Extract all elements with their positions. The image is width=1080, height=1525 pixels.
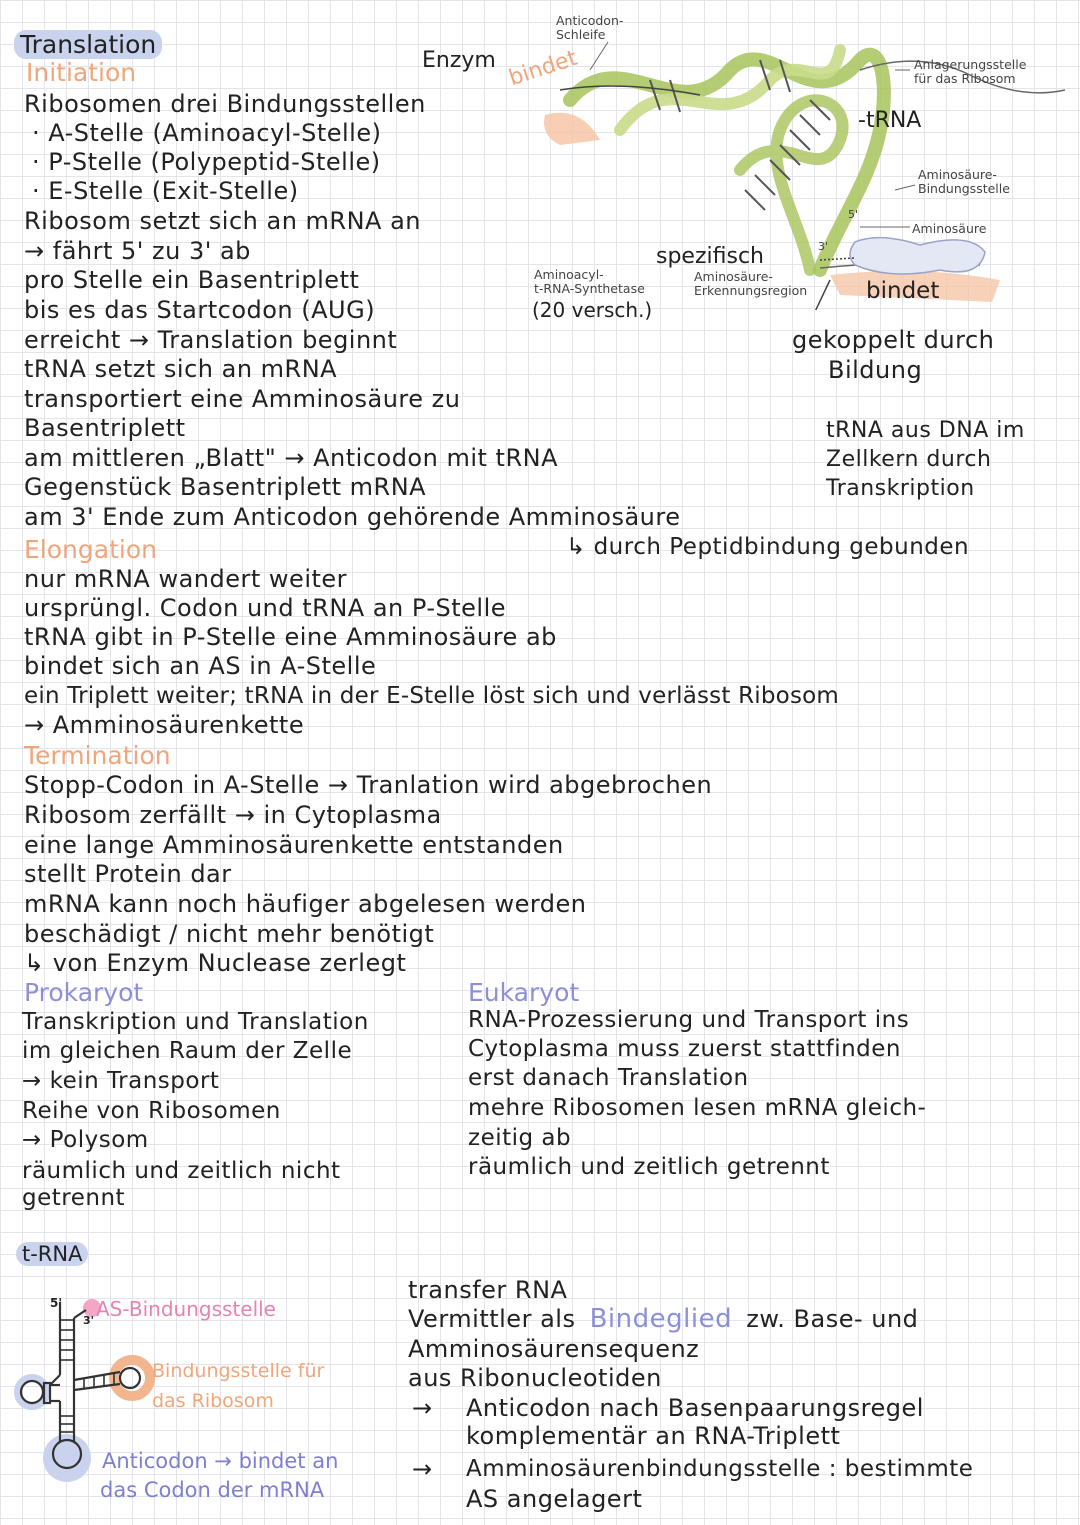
trna-dna-line: Transkription <box>826 476 975 501</box>
text-line: · E-Stelle (Exit-Stelle) <box>32 177 299 205</box>
text-line: → Polysom <box>22 1127 149 1153</box>
label-spezifisch: spezifisch <box>656 244 764 269</box>
text-line: Ribosom setzt sich an mRNA an <box>24 207 421 235</box>
label-anticodon-schleife: Anticodon- Schleife <box>556 13 624 42</box>
label-bildung: Bildung <box>828 356 923 384</box>
arrow-2: → <box>412 1455 433 1483</box>
label-ribosome-site: das Ribosom <box>152 1390 274 1412</box>
text-line: räumlich und zeitlich getrennt <box>468 1154 830 1180</box>
trna-dna-line: tRNA aus DNA im <box>826 418 1025 443</box>
text-line: komplementär an RNA-Triplett <box>466 1422 841 1450</box>
label-anlagerungsstelle: Anlagerungsstelle für das Ribosom <box>914 57 1027 86</box>
text-line: Basentriplett <box>24 414 186 442</box>
section-header-prokaryot: Prokaryot <box>24 978 144 1007</box>
label-as-bindungsstelle: Aminosäure- Bindungsstelle <box>918 167 1010 196</box>
text-line: mRNA kann noch häufiger abgelesen werden <box>24 890 587 918</box>
text-line: räumlich und zeitlich nicht <box>22 1158 341 1184</box>
text-line: am mittleren „Blatt" → Anticodon mit tRNA <box>24 444 558 472</box>
label-bindet-2: bindet <box>866 278 940 304</box>
text-line: erreicht → Translation beginnt <box>24 326 398 354</box>
text-line: → Amminosäurenkette <box>24 711 305 739</box>
text-line: → fährt 5' zu 3' ab <box>24 237 251 265</box>
label-versch: (20 versch.) <box>532 298 653 322</box>
text-line: erst danach Translation <box>468 1065 749 1091</box>
text-line: eine lange Amminosäurenkette entstanden <box>24 831 564 859</box>
label-three-prime: 3' <box>818 240 829 253</box>
text-line: tRNA setzt sich an mRNA <box>24 355 338 383</box>
trna-five-prime: 5' <box>50 1296 63 1310</box>
label-aminosaeure: Aminosäure <box>912 221 987 236</box>
label-bindet-1: bindet <box>505 45 581 92</box>
label-anticodon: das Codon der mRNA <box>100 1478 325 1502</box>
section-header-elongation: Elongation <box>24 535 157 564</box>
text-line: aus Ribonucleotiden <box>408 1364 662 1392</box>
text-line: transfer RNA <box>408 1276 568 1304</box>
text-line: transportiert eine Amminosäure zu <box>24 385 461 413</box>
text-line: RNA-Prozessierung und Transport ins <box>468 1007 910 1033</box>
text-line: Amminosäurenbindungsstelle : bestimmte <box>466 1456 974 1482</box>
text-line: mehre Ribosomen lesen mRNA gleich- <box>468 1095 927 1121</box>
label-anticodon: Anticodon → bindet an <box>102 1449 339 1473</box>
section-header-termination: Termination <box>24 741 171 770</box>
section-header-translation: Translation <box>14 30 162 59</box>
text-line: Stopp-Codon in A-Stelle → Tranlation wird abgebrochen <box>24 771 713 799</box>
text-line: nur mRNA wandert weiter <box>24 565 348 593</box>
text-line: zeitig ab <box>468 1125 572 1151</box>
trna-three-prime: 3' <box>83 1314 95 1327</box>
text-part: Vermittler als <box>408 1305 576 1333</box>
section-header-initiation: Initiation <box>26 58 137 87</box>
text-line: im gleichen Raum der Zelle <box>22 1038 353 1064</box>
text-line: AS angelagert <box>466 1485 643 1513</box>
text-line: Gegenstück Basentriplett mRNA <box>24 473 427 501</box>
text-line: stellt Protein dar <box>24 860 232 888</box>
text-line <box>408 1305 918 1335</box>
arrow-1: → <box>412 1394 433 1422</box>
text-line: am 3' Ende zum Anticodon gehörende Amminosäure <box>24 503 681 531</box>
text-line: Amminosäurensequenz <box>408 1335 700 1363</box>
text-line: Ribosomen drei Bindungsstellen <box>24 90 426 118</box>
label-gekoppelt: gekoppelt durch <box>792 326 995 354</box>
label-synthetase: Aminoacyl- t-RNA-Synthetase <box>534 267 645 296</box>
text-line: ursprüngl. Codon und tRNA an P-Stelle <box>24 594 506 622</box>
label-as-bindungsstelle-trna: AS-Bindungsstelle <box>96 1297 276 1321</box>
label-erkennungsregion: Aminosäure- Erkennungsregion <box>694 269 808 298</box>
text-line: Reihe von Ribosomen <box>22 1098 281 1124</box>
text-line: Cytoplasma muss zuerst stattfinden <box>468 1036 901 1062</box>
section-header-trna: t-RNA <box>16 1242 88 1266</box>
label-trna: -tRNA <box>858 108 922 133</box>
text-line: bindet sich an AS in A-Stelle <box>24 652 377 680</box>
text-line: ein Triplett weiter; tRNA in der E-Stelle löst sich und verlässt Ribosom <box>24 683 839 709</box>
text-line: beschädigt / nicht mehr benötigt <box>24 920 435 948</box>
bindeglied-highlight: Bindeglied <box>589 1304 733 1334</box>
text-line: pro Stelle ein Basentriplett <box>24 266 360 294</box>
text-line: Transkription und Translation <box>22 1009 369 1035</box>
text-line: ↳ von Enzym Nuclease zerlegt <box>24 949 407 977</box>
text-line: · P-Stelle (Polypeptid-Stelle) <box>32 148 381 176</box>
trna-dna-line: Zellkern durch <box>826 447 992 472</box>
text-line: bis es das Startcodon (AUG) <box>24 296 376 324</box>
label-enzym: Enzym <box>422 48 496 73</box>
peptide-note: ↳ durch Peptidbindung gebunden <box>566 534 970 560</box>
label-five-prime: 5' <box>848 208 859 221</box>
text-line: → kein Transport <box>22 1068 220 1094</box>
text-line: tRNA gibt in P-Stelle eine Amminosäure ab <box>24 623 557 651</box>
text-line: getrennt <box>22 1185 126 1211</box>
section-header-eukaryot: Eukaryot <box>468 978 580 1007</box>
text-line: · A-Stelle (Aminoacyl-Stelle) <box>32 119 382 147</box>
text-line: Anticodon nach Basenpaarungsregel <box>466 1394 924 1422</box>
text-line: Ribosom zerfällt → in Cytoplasma <box>24 801 442 829</box>
label-ribosome-site: Bindungsstelle für <box>152 1360 325 1382</box>
text-part: zw. Base- und <box>746 1305 919 1333</box>
